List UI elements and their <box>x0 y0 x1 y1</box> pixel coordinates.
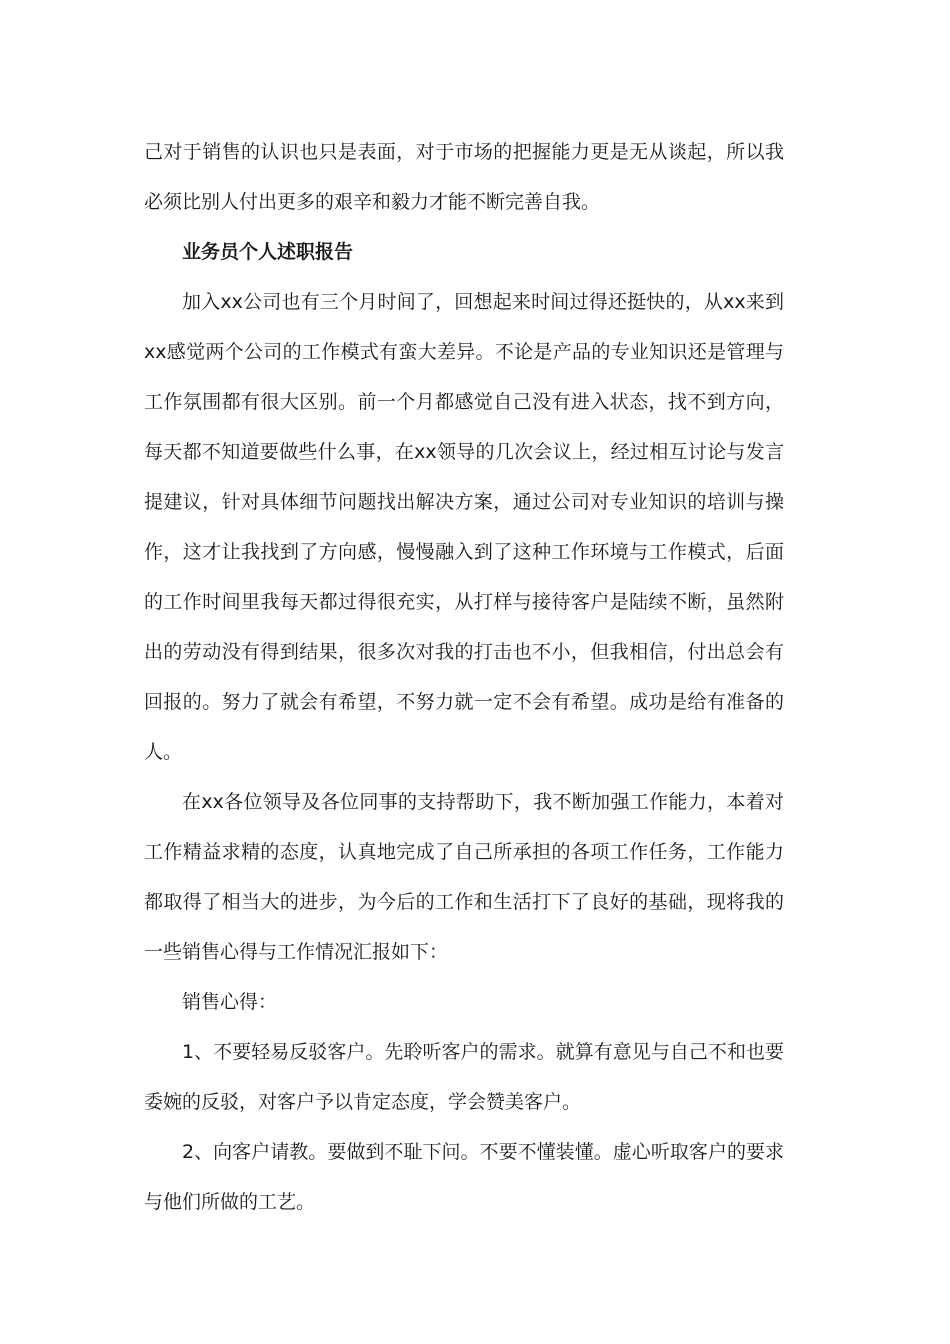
document-body <box>144 127 784 1227</box>
paragraph-progress: 在xx各位领导及各位同事的支持帮助下，我不断加强工作能力，本着对工作精益求精的态度，认真地完成了自己所承担的各项工作任务，工作能力都取得了相当大的进步，为今后的工作和生活打下了良好的基础，现将我的一些销售心得与工作情况汇报如下： <box>144 791 784 963</box>
paragraph-sales-tips-label: 销售心得： <box>182 991 278 1013</box>
paragraph-intro: 加入xx公司也有三个月时间了，回想起来时间过得还挺快的，从xx来到xx感觉两个公司的工作模式有蛮大差异。不论是产品的专业知识还是管理与工作氛围都有很大区别。前一个月都感觉自己没有进入状态，找不到方向，每天都不知道要做些什么事，在xx领导的几次会议上，经过相互讨论与发言提建议，针对具体细节问题找出解决方案，通过公司对专业知识的培训与操作，这才让我找到了方向感，慢慢融入到了这种工作环境与工作模式，后面的工作时间里我每天都过得很充实，从打样与接待客户是陆续不断，虽然附出的劳动没有得到结果，很多次对我的打击也不小，但我相信，付出总会有回报的。努力了就会有希望，不努力就一定不会有希望。成功是给有准备的人。 <box>144 291 784 763</box>
paragraph-tip-2: 2、向客户请教。要做到不耻下问。不要不懂装懂。虚心听取客户的要求与他们所做的工艺。 <box>144 1141 784 1213</box>
paragraph-continuation: 己对于销售的认识也只是表面，对于市场的把握能力更是无从谈起，所以我必须比别人付出更多的艰辛和毅力才能不断完善自我。 <box>144 141 784 213</box>
section-heading: 业务员个人述职报告 <box>182 241 354 263</box>
paragraph-tip-1: 1、不要轻易反驳客户。先聆听客户的需求。就算有意见与自己不和也要委婉的反驳，对客户予以肯定态度，学会赞美客户。 <box>144 1041 784 1113</box>
